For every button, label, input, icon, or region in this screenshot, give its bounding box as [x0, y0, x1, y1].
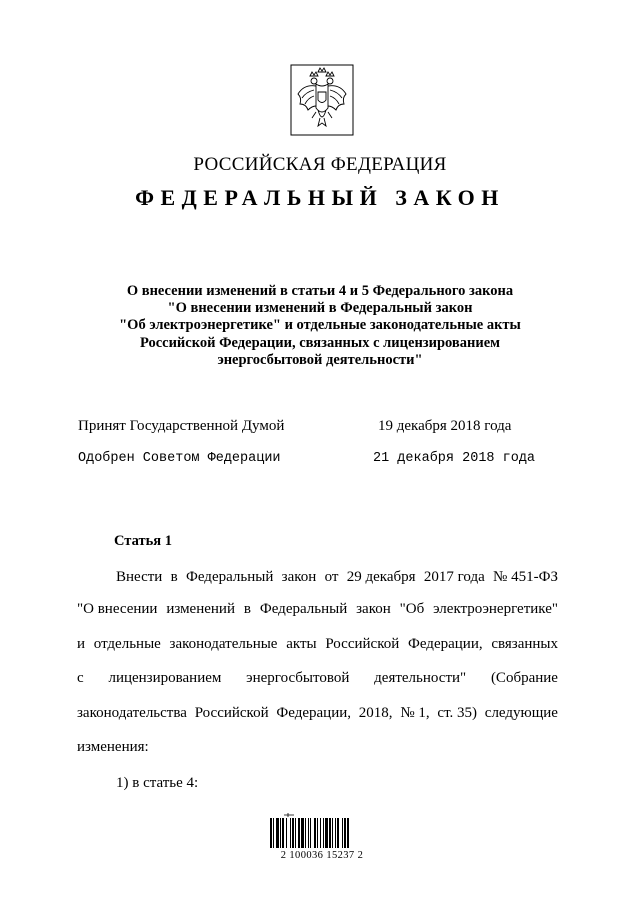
law-title-line: "Об электроэнергетике" и отдельные законодательные акты [119, 317, 521, 334]
barcode-icon [268, 812, 374, 848]
article-word: законодательства [77, 705, 187, 721]
article-text-line [116, 569, 558, 586]
law-title-line: энергосбытовой деятельности" [217, 351, 423, 368]
article-text-line [77, 739, 558, 756]
article-word: акты [286, 636, 317, 652]
article-word: законодательные [169, 636, 278, 652]
law-title-line: Российской Федерации, связанных с лицензированием [139, 334, 501, 351]
article-word: лицензированием [108, 670, 222, 686]
article-word: "Об [399, 601, 425, 617]
article-text-line [77, 636, 558, 653]
law-type-heading: ФЕДЕРАЛЬНЫЙ ЗАКОН [135, 185, 505, 210]
article-word: Федерации, [276, 705, 351, 721]
law-title-line: О внесении изменений в статьи 4 и 5 Федерального закона [126, 283, 514, 299]
article-word: ст. 35) [437, 705, 477, 721]
article-word: 1) в статье 4: [116, 775, 199, 791]
article-word: изменений [166, 601, 235, 617]
article-word: Российской [194, 705, 269, 721]
article-word: 2018, [358, 705, 393, 721]
article-word: отдельные [93, 636, 161, 652]
law-title-line: "О внесении изменений в Федеральный закон [167, 300, 473, 317]
article-word: № 1, [400, 705, 430, 721]
article-text-line [116, 775, 198, 792]
article-text-line [77, 601, 558, 618]
article-word: электроэнергетике" [433, 601, 558, 617]
article-word: изменения: [77, 739, 149, 755]
article-word: в [170, 569, 178, 585]
article-word: № 451-ФЗ [493, 569, 558, 585]
article-word: "О внесении [77, 601, 158, 617]
article-word: (Собрание [490, 670, 558, 686]
article-word: Федеральный [259, 601, 348, 617]
duma-adoption-date: 19 декабря 2018 года [378, 418, 512, 434]
article-word: Федерации, [408, 636, 483, 652]
article-word: энергосбытовой [246, 670, 350, 686]
article-text-line [77, 705, 558, 722]
article-word: закон [281, 569, 317, 585]
article-word: Внести [116, 569, 163, 585]
article-text-line [77, 670, 558, 687]
council-approval-label: Одобрен Советом Федерации [78, 451, 281, 466]
duma-adoption-label: Принят Государственной Думой [78, 418, 285, 434]
article-word: 29 декабря [346, 569, 416, 585]
council-approval-date: 21 декабря 2018 года [373, 451, 536, 466]
barcode-number: 2 100036 15237 2 [280, 850, 364, 861]
article-word: в [243, 601, 251, 617]
law-title [100, 283, 540, 369]
article-word: следующие [484, 705, 558, 721]
article-word: от [324, 569, 339, 585]
country-heading: РОССИЙСКАЯ ФЕДЕРАЦИЯ [193, 154, 447, 175]
article-word: 2017 года [423, 569, 485, 585]
article-word: закон [356, 601, 391, 617]
article-word: и [77, 636, 86, 652]
article-word: деятельности" [374, 670, 467, 686]
article-word: Российской [325, 636, 400, 652]
article-word: с [77, 670, 84, 686]
coat-of-arms-emblem-icon [290, 64, 354, 136]
article-word: связанных [491, 636, 558, 652]
article-heading: Статья 1 [114, 533, 172, 549]
article-word: Федеральный [186, 569, 274, 585]
